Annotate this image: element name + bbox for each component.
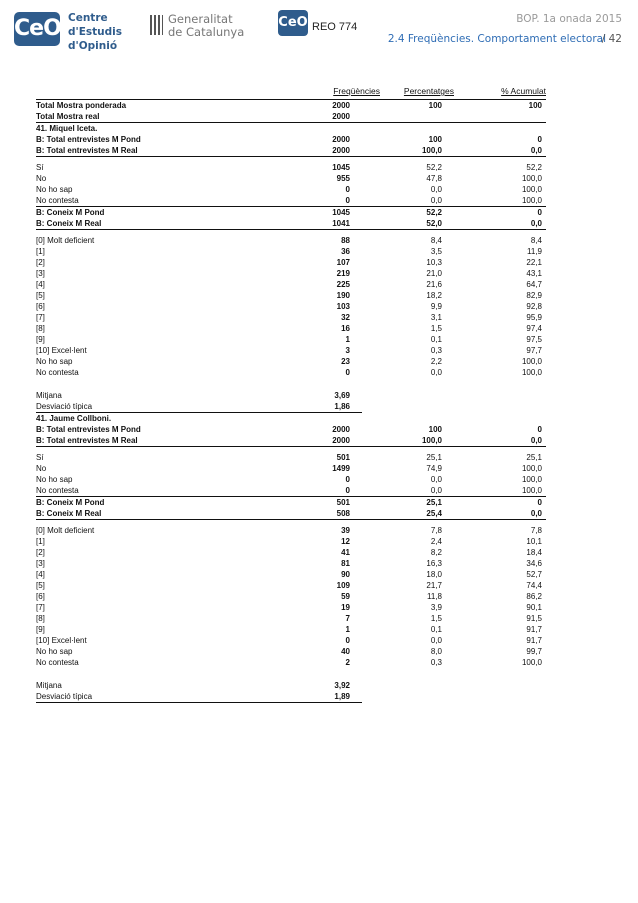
row-label: [6] (36, 592, 45, 601)
row-label: [2] (36, 258, 45, 267)
freq-cell: 109 (336, 581, 350, 590)
col-percentages: Percentatges (403, 86, 454, 96)
divider (36, 229, 546, 230)
col-cumulative: % Acumulat (501, 86, 546, 96)
row-label: Total Mostra real (36, 112, 100, 121)
row-label: [8] (36, 324, 45, 333)
pct-cell: 11,8 (427, 592, 442, 601)
pct-cell: 2,4 (430, 537, 442, 546)
bop-title: BOP. 1a onada 2015 (516, 13, 622, 25)
cum-cell: 0,0 (530, 219, 542, 228)
freq-cell: 1045 (332, 163, 350, 172)
pct-cell: 0,0 (430, 196, 442, 205)
table-row (36, 613, 546, 624)
cum-cell: 74,4 (526, 581, 542, 590)
section-title: 2.4 Freqüències. Comportament electoral (387, 33, 606, 45)
row-label: Sí (36, 163, 44, 172)
cum-cell: 34,6 (526, 559, 542, 568)
pct-cell: 7,8 (430, 526, 442, 535)
table-row (36, 591, 546, 602)
freq-cell: 19 (341, 603, 350, 612)
cum-cell: 100,0 (521, 464, 542, 473)
pct-cell: 21,7 (426, 581, 442, 590)
table-row (36, 345, 546, 356)
pct-cell: 0,0 (430, 475, 442, 484)
question-iceta (36, 123, 546, 413)
row-label: [2] (36, 548, 45, 557)
table-row (36, 162, 546, 173)
table-row (36, 268, 546, 279)
table-row (36, 290, 546, 301)
pct-cell: 52,2 (426, 208, 442, 217)
freq-cell: 90 (341, 570, 350, 579)
pct-cell: 100,0 (421, 436, 442, 445)
row-label: B: Total entrevistes M Pond (36, 135, 141, 144)
freq-cell: 2000 (332, 112, 350, 121)
pct-cell: 8,4 (430, 236, 442, 245)
cum-cell: 8,4 (530, 236, 542, 245)
freq-cell: 225 (336, 280, 350, 289)
table-row (36, 279, 546, 290)
table-row (36, 508, 546, 519)
pct-cell: 52,0 (426, 219, 442, 228)
pct-cell: 3,1 (430, 313, 442, 322)
cum-cell: 91,5 (526, 614, 542, 623)
pct-cell: 47,8 (426, 174, 442, 183)
table-row (36, 547, 546, 558)
pct-cell: 0,1 (430, 625, 442, 634)
table-row (36, 463, 546, 474)
cum-cell: 90,1 (526, 603, 542, 612)
generalitat-name (168, 13, 244, 39)
row-label: B: Total entrevistes M Real (36, 436, 138, 445)
pct-cell: 1,5 (430, 614, 442, 623)
cum-cell: 0 (537, 135, 542, 144)
pct-cell: 2,2 (430, 357, 442, 366)
pct-cell: 1,5 (430, 324, 442, 333)
reo-label: REO 774 (312, 21, 358, 33)
row-label: [1] (36, 537, 45, 546)
table-row (36, 691, 546, 702)
row-label: No contesta (36, 368, 79, 377)
row-label: No ho sap (36, 185, 73, 194)
freq-cell: 0 (345, 475, 350, 484)
divider (36, 702, 362, 703)
freq-cell: 0 (345, 486, 350, 495)
row-label: [3] (36, 269, 45, 278)
freq-cell: 1,86 (334, 402, 350, 411)
cum-cell: 100,0 (521, 174, 542, 183)
pct-cell: 18,0 (426, 570, 442, 579)
cum-cell: 22,1 (526, 258, 542, 267)
cum-cell: 92,8 (526, 302, 542, 311)
cum-cell: 100 (528, 101, 542, 110)
row-label: [0] Molt deficient (36, 236, 95, 245)
row-label: No contesta (36, 658, 79, 667)
freq-cell: 7 (345, 614, 350, 623)
row-label: B: Coneix M Pond (36, 498, 105, 507)
row-label: Total Mostra ponderada (36, 101, 127, 110)
table-row (36, 536, 546, 547)
cum-cell: 100,0 (521, 486, 542, 495)
cum-cell: 82,9 (526, 291, 542, 300)
ceo-name-line3: d'Opinió (68, 40, 118, 52)
cum-cell: 99,7 (526, 647, 542, 656)
freq-cell: 2000 (332, 425, 350, 434)
freq-cell: 1 (345, 625, 350, 634)
pct-cell: 3,9 (430, 603, 442, 612)
row-label: B: Total entrevistes M Pond (36, 425, 141, 434)
generalitat-line2: de Catalunya (168, 25, 245, 39)
divider (36, 519, 546, 520)
pct-cell: 8,2 (430, 548, 442, 557)
table-row (36, 525, 546, 536)
row-label: B: Coneix M Pond (36, 208, 105, 217)
ceo-name (68, 11, 122, 53)
row-label: Desviació típica (36, 402, 93, 411)
freq-cell: 39 (341, 526, 350, 535)
cum-cell: 97,7 (526, 346, 542, 355)
table-row (36, 558, 546, 569)
row-label: [0] Molt deficient (36, 526, 95, 535)
page-number: / 42 (601, 33, 622, 45)
table-row (36, 195, 546, 206)
cum-cell: 52,2 (526, 163, 542, 172)
freq-cell: 36 (341, 247, 350, 256)
freq-cell: 16 (341, 324, 350, 333)
cum-cell: 0 (537, 208, 542, 217)
cum-cell: 91,7 (526, 636, 542, 645)
row-label: [7] (36, 603, 45, 612)
table-row (36, 602, 546, 613)
pct-cell: 0,1 (430, 335, 442, 344)
cum-cell: 100,0 (521, 185, 542, 194)
freq-cell: 190 (336, 291, 350, 300)
freq-cell: 103 (336, 302, 350, 311)
row-label: [10] Excel·lent (36, 636, 87, 645)
cum-cell: 100,0 (521, 357, 542, 366)
cum-cell: 0 (537, 425, 542, 434)
pct-cell: 16,3 (426, 559, 442, 568)
freq-cell: 219 (336, 269, 350, 278)
table-row (36, 312, 546, 323)
table-row (36, 145, 546, 156)
pct-cell: 0,0 (430, 636, 442, 645)
table-row (36, 680, 546, 691)
pct-cell: 25,1 (426, 498, 442, 507)
freq-cell: 59 (341, 592, 350, 601)
pct-cell: 21,6 (426, 280, 442, 289)
cum-cell: 97,4 (526, 324, 542, 333)
pct-cell: 100 (428, 425, 442, 434)
pct-cell: 3,5 (430, 247, 442, 256)
table-row (36, 301, 546, 312)
table-row (36, 435, 546, 446)
freq-cell: 2000 (332, 135, 350, 144)
table-row (36, 356, 546, 367)
pct-cell: 100 (428, 101, 442, 110)
cum-cell: 11,9 (527, 247, 542, 256)
freq-cell: 2 (345, 658, 350, 667)
freq-cell: 32 (341, 313, 350, 322)
table-row (36, 207, 546, 218)
freq-cell: 41 (341, 548, 350, 557)
row-label: [10] Excel·lent (36, 346, 87, 355)
question-title-text: 41. Miquel Iceta. (36, 124, 98, 133)
pct-cell: 0,0 (430, 185, 442, 194)
cum-cell: 91,7 (526, 625, 542, 634)
freq-cell: 2000 (332, 436, 350, 445)
row-label: [6] (36, 302, 45, 311)
generalitat-line1: Generalitat (168, 12, 233, 26)
ceo-name-line2: d'Estudis (68, 26, 123, 38)
cum-cell: 0,0 (530, 509, 542, 518)
cum-cell: 100,0 (521, 368, 542, 377)
question-title (36, 123, 546, 134)
column-headers (36, 86, 546, 98)
row-label: [5] (36, 291, 45, 300)
freq-cell: 501 (336, 498, 350, 507)
pct-cell: 9,9 (430, 302, 442, 311)
row-label: [3] (36, 559, 45, 568)
cum-cell: 43,1 (526, 269, 542, 278)
row-label: [5] (36, 581, 45, 590)
row-label: No ho sap (36, 357, 73, 366)
freq-cell: 1045 (332, 208, 350, 217)
row-label: [4] (36, 280, 45, 289)
freq-cell: 1499 (332, 464, 350, 473)
row-label: No contesta (36, 486, 79, 495)
table-row (36, 111, 546, 122)
question-collboni (36, 413, 546, 703)
freq-cell: 88 (341, 236, 350, 245)
pct-cell: 0,3 (430, 346, 442, 355)
table-row (36, 452, 546, 463)
page-header (0, 0, 638, 60)
ceo-logo: CeO (14, 12, 60, 46)
freq-cell: 0 (345, 196, 350, 205)
row-label: No (36, 174, 47, 183)
pct-cell: 25,4 (426, 509, 442, 518)
row-label: B: Total entrevistes M Real (36, 146, 138, 155)
divider (36, 446, 546, 447)
cum-cell: 64,7 (526, 280, 542, 289)
table-row (36, 235, 546, 246)
row-label: No contesta (36, 196, 79, 205)
freq-cell: 0 (345, 185, 350, 194)
generalitat-logo-icon (150, 15, 163, 35)
table-row (36, 569, 546, 580)
freq-cell: 107 (336, 258, 350, 267)
pct-cell: 18,2 (426, 291, 442, 300)
table-row (36, 218, 546, 229)
cum-cell: 25,1 (526, 453, 542, 462)
question-title-text: 41. Jaume Collboni. (36, 414, 112, 423)
freq-cell: 23 (341, 357, 350, 366)
table-row (36, 424, 546, 435)
row-label: No ho sap (36, 475, 73, 484)
row-label: [7] (36, 313, 45, 322)
table-row (36, 173, 546, 184)
table-row (36, 635, 546, 646)
cum-cell: 100,0 (521, 475, 542, 484)
cum-cell: 52,7 (526, 570, 542, 579)
freq-cell: 0 (345, 368, 350, 377)
table-row (36, 334, 546, 345)
freq-cell: 1 (345, 335, 350, 344)
table-row (36, 580, 546, 591)
freq-cell: 12 (341, 537, 350, 546)
row-label: [8] (36, 614, 45, 623)
freq-cell: 81 (341, 559, 350, 568)
row-label: B: Coneix M Real (36, 219, 102, 228)
table-row (36, 246, 546, 257)
cum-cell: 86,2 (526, 592, 542, 601)
col-frequencies: Freqüències (333, 86, 380, 96)
reo-logo: CeO (278, 10, 308, 36)
cum-cell: 100,0 (521, 658, 542, 667)
table-row (36, 401, 546, 412)
cum-cell: 18,4 (526, 548, 542, 557)
row-label: [1] (36, 247, 45, 256)
row-label: [9] (36, 625, 45, 634)
table-row (36, 100, 546, 111)
table-row (36, 657, 546, 668)
totals-block (36, 100, 546, 122)
pct-cell: 100 (428, 135, 442, 144)
frequency-table (36, 86, 546, 703)
freq-cell: 1,89 (334, 692, 350, 701)
table-row (36, 257, 546, 268)
pct-cell: 52,2 (426, 163, 442, 172)
table-row (36, 624, 546, 635)
row-label: Mitjana (36, 391, 62, 400)
pct-cell: 100,0 (421, 146, 442, 155)
row-label: Desviació típica (36, 692, 93, 701)
row-label: No ho sap (36, 647, 73, 656)
pct-cell: 0,0 (430, 486, 442, 495)
table-row (36, 323, 546, 334)
table-row (36, 497, 546, 508)
row-label: Mitjana (36, 681, 62, 690)
cum-cell: 95,9 (526, 313, 542, 322)
pct-cell: 25,1 (426, 453, 442, 462)
freq-cell: 2000 (332, 146, 350, 155)
row-label: No (36, 464, 47, 473)
table-row (36, 390, 546, 401)
row-label: [9] (36, 335, 45, 344)
pct-cell: 0,0 (430, 368, 442, 377)
freq-cell: 3 (345, 346, 350, 355)
table-row (36, 646, 546, 657)
freq-cell: 2000 (332, 101, 350, 110)
freq-cell: 0 (345, 636, 350, 645)
pct-cell: 10,3 (426, 258, 442, 267)
pct-cell: 8,0 (430, 647, 442, 656)
freq-cell: 3,69 (334, 391, 350, 400)
pct-cell: 0,3 (430, 658, 442, 667)
table-row (36, 184, 546, 195)
cum-cell: 0 (537, 498, 542, 507)
freq-cell: 40 (341, 647, 350, 656)
cum-cell: 0,0 (530, 436, 542, 445)
table-row (36, 134, 546, 145)
table-row (36, 367, 546, 378)
freq-cell: 3,92 (334, 681, 350, 690)
freq-cell: 501 (336, 453, 350, 462)
cum-cell: 100,0 (521, 196, 542, 205)
table-row (36, 485, 546, 496)
pct-cell: 21,0 (426, 269, 442, 278)
row-label: [4] (36, 570, 45, 579)
question-title (36, 413, 546, 424)
cum-cell: 0,0 (530, 146, 542, 155)
pct-cell: 74,9 (426, 464, 442, 473)
row-label: Sí (36, 453, 44, 462)
freq-cell: 1041 (332, 219, 350, 228)
cum-cell: 97,5 (526, 335, 542, 344)
row-label: B: Coneix M Real (36, 509, 102, 518)
freq-cell: 508 (336, 509, 350, 518)
freq-cell: 955 (336, 174, 350, 183)
table-row (36, 474, 546, 485)
ceo-name-line1: Centre (68, 12, 108, 24)
cum-cell: 10,1 (526, 537, 542, 546)
cum-cell: 7,8 (530, 526, 542, 535)
divider (36, 156, 546, 157)
